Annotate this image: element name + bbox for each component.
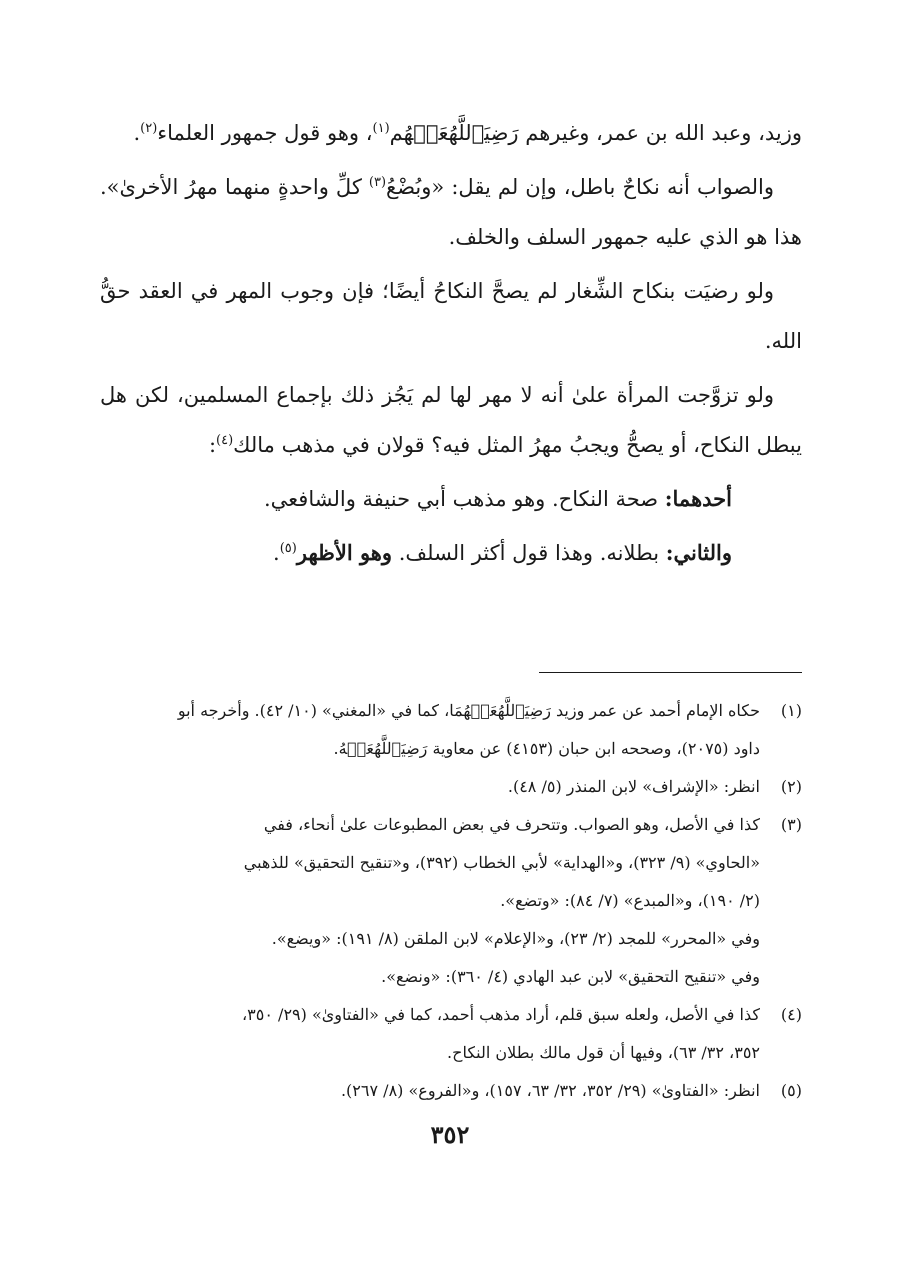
- footnote-number: (٤): [780, 1005, 802, 1024]
- footnote-1: (١) حكاه الإمام أحمد عن عمر وزيد رَضِيَٱللَّهُعَنۡهُمَا، كما في «المغني» (١٠/ ٤٢). وأخرجه أبو داود (٢٠٧٥)، وصححه ابن حبان (٤١٥٣) عن معاوية رَضِيَٱللَّهُعَنۡهُ.: [110, 692, 802, 768]
- footnote-divider: [539, 672, 802, 673]
- paragraph-1: وزيد، وعبد الله بن عمر، وغيرهم رَضِيَٱللَّهُعَنۡهُم$^{(١)}$، وهو قول جمهور العلماء$^{(٢)}$.: [133, 121, 802, 145]
- footnote-ref-2[interactable]: (٢): [140, 121, 158, 136]
- footnotes: [110, 692, 802, 1110]
- opinion-first: أحدهما: صحة النكاح. وهو مذهب أبي حنيفة والشافعي.: [264, 486, 732, 511]
- opinion-second: والثاني: بطلانه. وهذا قول أكثر السلف. وهو الأظهر$^{(٥)}$.: [273, 540, 732, 565]
- footnote-2: (٢) انظر: «الإشراف» لابن المنذر (٥/ ٤٨).: [110, 768, 802, 806]
- opinion-second-label: والثاني:: [665, 540, 732, 565]
- footnote-number: (٣): [780, 815, 802, 834]
- footnote-4: (٤) كذا في الأصل، ولعله سبق قلم، أراد مذهب أحمد، كما في «الفتاوىٰ» (٢٩/ ٣٥٠، ٣٥٢، ٣٢/ ٦٣)، وفيها أن قول مالك بطلان النكاح.: [110, 996, 802, 1072]
- footnote-ref-1[interactable]: (١): [372, 121, 390, 136]
- paragraph-2: والصواب أنه نكاحٌ باطل، وإن لم يقل: «وبُضْعُ$^{(٣)}$ كلِّ واحدةٍ منهما مهرُ الأخرىٰ». هذا هو الذي عليه جمهور السلف والخلف.: [100, 175, 802, 249]
- paragraph-3: ولو رضيَت بنكاح الشِّغار لم يصحَّ النكاحُ أيضًا؛ فإن وجوب المهر في العقد حقُّ الله.: [100, 279, 802, 353]
- main-text: [100, 108, 802, 582]
- footnote-number: (٥): [780, 1081, 802, 1100]
- preferred-opinion: وهو الأظهر: [296, 540, 393, 565]
- footnote-ref-4[interactable]: (٤): [216, 433, 234, 448]
- footnote-3: (٣) كذا في الأصل، وهو الصواب. وتتحرف في بعض المطبوعات علىٰ أنحاء، ففي «الحاوي» (٩/ ٣٢٣)، و«الهداية» لأبي الخطاب (٣٩٢)، و«تنقيح التحقيق» للذهبي (٢/ ١٩٠)، و«المبدع» (٧/ ٨٤): «وتضع». وفي «المحرر» للمجد (٢/ ٢٣)، و«الإعلام» لابن الملقن (٨/ ١٩١): «ويضع». وفي «تنقيح التحقيق» لابن عبد الهادي (٤/ ٣٦٠): «ونضع».: [110, 806, 802, 996]
- footnote-ref-3[interactable]: (٣): [368, 175, 387, 190]
- opinion-first-label: أحدهما:: [664, 486, 732, 511]
- paragraph-4: ولو تزوَّجت المرأة علىٰ أنه لا مهر لها لم يَجُز ذلك بإجماع المسلمين، لكن هل يبطل النكاح، أو يصحُّ ويجبُ مهرُ المثل فيه؟ قولان في مذهب مالك$^{(٤)}$:: [100, 383, 802, 457]
- footnote-ref-5[interactable]: (٥): [279, 541, 297, 556]
- footnote-number: (١): [780, 701, 802, 720]
- footnote-number: (٢): [780, 777, 802, 796]
- footnote-5: (٥) انظر: «الفتاوىٰ» (٢٩/ ٣٥٢، ٣٢/ ٦٣، ١٥٧)، و«الفروع» (٨/ ٢٦٧).: [110, 1072, 802, 1110]
- page-number: ٣٥٢: [430, 1120, 470, 1149]
